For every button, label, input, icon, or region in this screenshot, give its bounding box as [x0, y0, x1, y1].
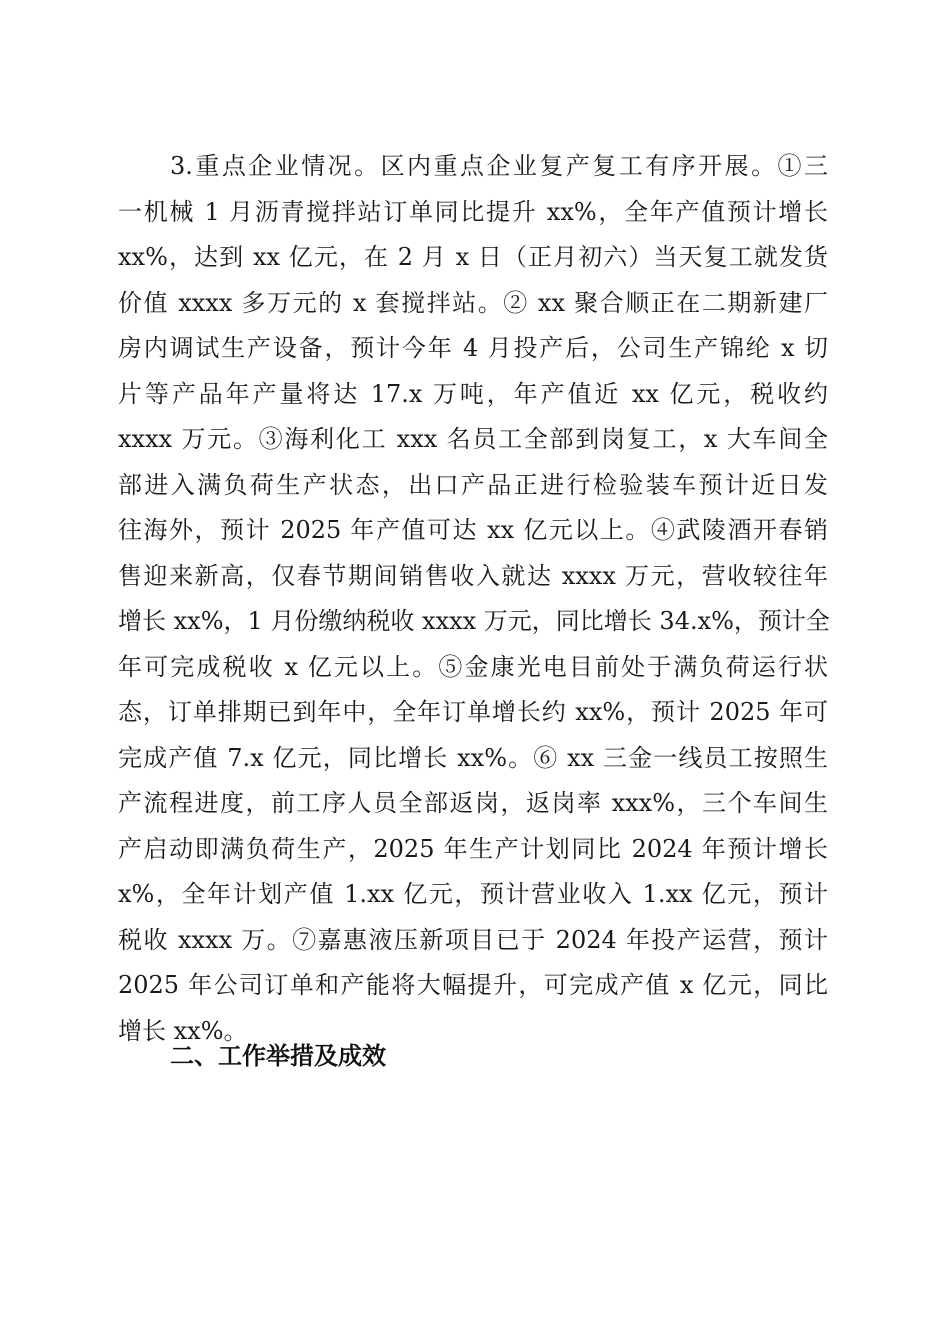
- paragraph-line: 完成产值 7.x 亿元，同比增长 xx%。⑥ xx 三金一线员工按照生: [118, 743, 828, 772]
- paragraph-line: 售迎来新高，仅春节期间销售收入就达 xxxx 万元，营收较往年: [118, 561, 828, 590]
- paragraph-line: 房内调试生产设备，预计今年 4 月投产后，公司生产锦纶 x 切: [118, 334, 828, 362]
- paragraph-line: x%，全年计划产值 1.xx 亿元，预计营业收入 1.xx 亿元，预计: [118, 880, 828, 908]
- paragraph-line: 2025 年公司订单和产能将大幅提升，可完成产值 x 亿元，同比: [118, 971, 828, 999]
- paragraph-line: 往海外，预计 2025 年产值可达 xx 亿元以上。④武陵酒开春销: [118, 516, 828, 544]
- paragraph-line: 税收 xxxx 万。⑦嘉惠液压新项目已于 2024 年投产运营，预计: [118, 925, 828, 954]
- paragraph-line: xxxx 万元。③海利化工 xxx 名员工全部到岗复工，x 大车间全: [118, 425, 828, 453]
- paragraph-line: 片等产品年产量将达 17.x 万吨，年产值近 xx 亿元，税收约: [118, 379, 828, 408]
- paragraph-line: 3.重点企业情况。区内重点企业复产复工有序开展。①三: [170, 152, 828, 180]
- paragraph-line: 部进入满负荷生产状态，出口产品正进行检验装车预计近日发: [118, 470, 828, 499]
- paragraph-line: 价值 xxxx 多万元的 x 套搅拌站。② xx 聚合顺正在二期新建厂: [118, 288, 828, 317]
- section-heading: 二、工作举措及成效: [170, 1042, 386, 1070]
- paragraph-line: 产流程进度，前工序人员全部返岗，返岗率 xxx%，三个车间生: [118, 789, 828, 817]
- paragraph-line: 增长 xx%，1 月份缴纳税收 xxxx 万元，同比增长 34.x%，预计全: [118, 607, 830, 635]
- paragraph-line: 产启动即满负荷生产，2025 年生产计划同比 2024 年预计增长: [118, 834, 828, 863]
- paragraph-line: xx%，达到 xx 亿元，在 2 月 x 日（正月初六）当天复工就发货: [118, 243, 828, 271]
- paragraph-line: 一机械 1 月沥青搅拌站订单同比提升 xx%，全年产值预计增长: [118, 197, 828, 226]
- paragraph-line: 年可完成税收 x 亿元以上。⑤金康光电目前处于满负荷运行状: [118, 652, 828, 681]
- paragraph-line: 增长 xx%。: [118, 1016, 248, 1045]
- paragraph-line: 态，订单排期已到年中，全年订单增长约 xx%，预计 2025 年可: [118, 698, 828, 726]
- key-enterprises-paragraph: [118, 144, 828, 1054]
